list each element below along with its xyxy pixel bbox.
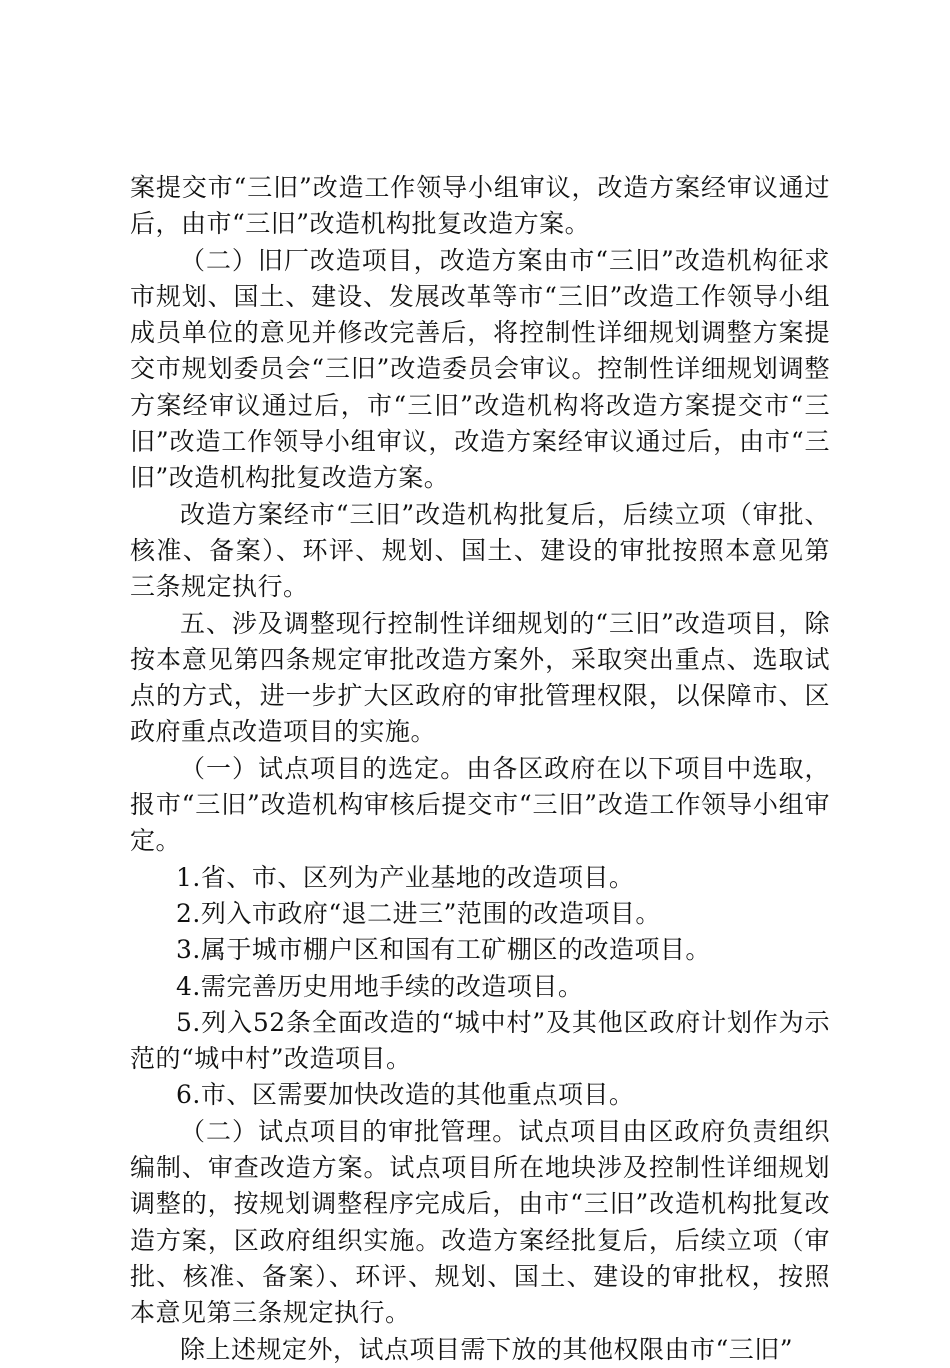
paragraph: 改造方案经市“三旧”改造机构批复后，后续立项（审批、核准、备案）、环评、规划、国土、建设的审批按照本意见第三条规定执行。 xyxy=(130,499,830,602)
list-item: 2.列入市政府“退二进三”范围的改造项目。 xyxy=(176,898,661,928)
list-item: 3.属于城市棚户区和国有工矿棚区的改造项目。 xyxy=(176,935,711,965)
paragraph: 除上述规定外，试点项目需下放的其他权限由市“三旧” xyxy=(180,1334,794,1364)
paragraph: （一）试点项目的选定。由各区政府在以下项目中选取，报市“三旧”改造机构审核后提交市“三旧”改造工作领导小组审定。 xyxy=(130,753,830,856)
list-item: 1.省、市、区列为产业基地的改造项目。 xyxy=(176,862,635,892)
paragraph: 五、涉及调整现行控制性详细规划的“三旧”改造项目，除按本意见第四条规定审批改造方案外，采取突出重点、选取试点的方式，进一步扩大区政府的审批管理权限，以保障市、区政府重点改造项目的实施。 xyxy=(130,608,830,747)
document-body xyxy=(130,170,830,1368)
list-item: 4.需完善历史用地手续的改造项目。 xyxy=(176,971,584,1001)
paragraph: （二）旧厂改造项目，改造方案由市“三旧”改造机构征求市规划、国土、建设、发展改革等市“三旧”改造工作领导小组成员单位的意见并修改完善后，将控制性详细规划调整方案提交市规划委员会“三旧”改造委员会审议。控制性详细规划调整方案经审议通过后，市“三旧”改造机构将改造方案提交市“三旧”改造工作领导小组审议，改造方案经审议通过后，由市“三旧”改造机构批复改造方案。 xyxy=(130,245,830,493)
list-item: 5.列入52条全面改造的“城中村”及其他区政府计划作为示范的“城中村”改造项目。 xyxy=(130,1007,830,1074)
paragraph: （二）试点项目的审批管理。试点项目由区政府负责组织编制、审查改造方案。试点项目所在地块涉及控制性详细规划调整的，按规划调整程序完成后，由市“三旧”改造机构批复改造方案，区政府组织实施。改造方案经批复后，后续立项（审批、核准、备案）、环评、规划、国土、建设的审批权，按照本意见第三条规定执行。 xyxy=(130,1116,830,1328)
paragraph: 案提交市“三旧”改造工作领导小组审议，改造方案经审议通过后，由市“三旧”改造机构批复改造方案。 xyxy=(130,173,830,239)
list-item: 6.市、区需要加快改造的其他重点项目。 xyxy=(176,1080,635,1110)
